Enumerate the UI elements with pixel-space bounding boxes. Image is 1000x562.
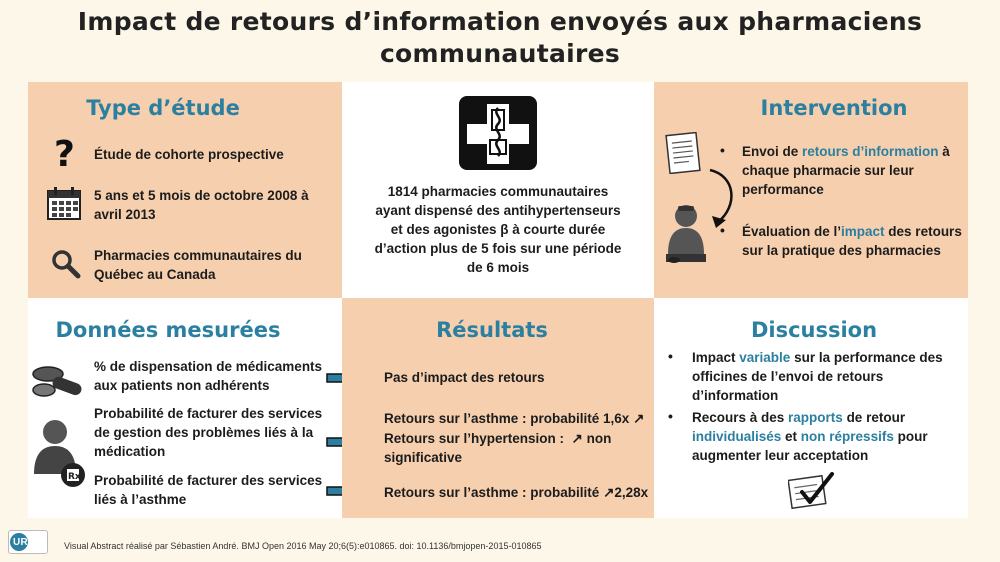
study-setting-text: Pharmacies communautaires du Québec au Canada: [94, 248, 302, 282]
intervention-bullet-1-dot: •: [720, 142, 725, 158]
footer-citation: Visual Abstract réalisé par Sébastien André. BMJ Open 2016 May 20;6(5):e010865. doi: 10.1136/bmjopen-2015-010865: [64, 541, 542, 551]
result-2b: Retours sur l’hypertension : ↗ non significative: [384, 431, 612, 465]
study-period-text: 5 ans et 5 mois de octobre 2008 à avril 2013: [94, 188, 309, 222]
resultats-heading: Résultats: [436, 318, 548, 342]
discussion-panel: [654, 298, 968, 518]
intervention-bullet-2: Évaluation de l’impact des retours sur la pratique des pharmacies: [742, 224, 962, 258]
document-icon: [664, 132, 702, 174]
study-type-text: Étude de cohorte prospective: [94, 147, 284, 162]
calendar-icon: [46, 186, 84, 222]
donnees-item-2: Probabilité de facturer des services de gestion des problèmes liés à la médication: [94, 406, 323, 459]
population-panel: [342, 82, 654, 298]
pills-icon: [30, 360, 90, 400]
intervention-bullet-2-dot: •: [720, 222, 725, 238]
pharmacy-cross-icon: [459, 96, 537, 170]
page-title: Impact de retours d’information envoyés aux pharmaciens communautaires: [77, 7, 923, 68]
up-arrow-icon: ↗: [603, 485, 615, 500]
up-arrow-icon: ↗: [633, 411, 645, 426]
magnifier-icon: [50, 248, 82, 280]
donnees-item-3: Probabilité de facturer des services liés à l’asthme: [94, 473, 323, 507]
result-1: Pas d’impact des retours: [384, 370, 545, 385]
checklist-icon: [788, 470, 836, 510]
discussion-bullet-2: Recours à des rapports de retour individualisés et non répressifs pour augmenter leur acceptation: [692, 410, 928, 463]
intervention-bullet-1: Envoi de retours d’information à chaque pharmacie sur leur performance: [742, 144, 950, 197]
donnees-panel: [28, 298, 342, 518]
discussion-bullet-1: Impact variable sur la performance des officines de l’envoi de retours d’information: [692, 350, 943, 403]
intervention-heading: Intervention: [760, 96, 908, 120]
prescription-icon: [60, 462, 86, 488]
intervention-panel: [654, 82, 968, 298]
population-text: 1814 pharmacies communautaires ayant dispensé des antihypertenseurs et des agonistes β à courte durée d’action plus de 5 fois sur une période de 6 mois: [374, 184, 622, 275]
discussion-bullet-2-dot: •: [668, 408, 673, 424]
discussion-bullet-1-dot: •: [668, 348, 673, 364]
urpp-logo: URPP: [8, 530, 48, 554]
up-arrow-icon: ↗: [567, 431, 587, 446]
question-mark-icon: [48, 132, 84, 172]
type-etude-panel: [28, 82, 342, 298]
svg-text:?: ?: [54, 134, 75, 172]
svg-text:Rx: Rx: [68, 472, 81, 482]
resultats-panel: [342, 298, 654, 518]
donnees-heading: Données mesurées: [55, 318, 281, 342]
donnees-item-1: % de dispensation de médicaments aux patients non adhérents: [94, 359, 323, 393]
pharmacist-icon: [664, 202, 708, 266]
type-etude-heading: Type d’étude: [86, 96, 240, 120]
result-3: Retours sur l’asthme : probabilité ↗2,28x: [384, 485, 649, 500]
discussion-heading: Discussion: [750, 318, 878, 342]
result-2a: Retours sur l’asthme : probabilité 1,6x ↗: [384, 411, 645, 426]
